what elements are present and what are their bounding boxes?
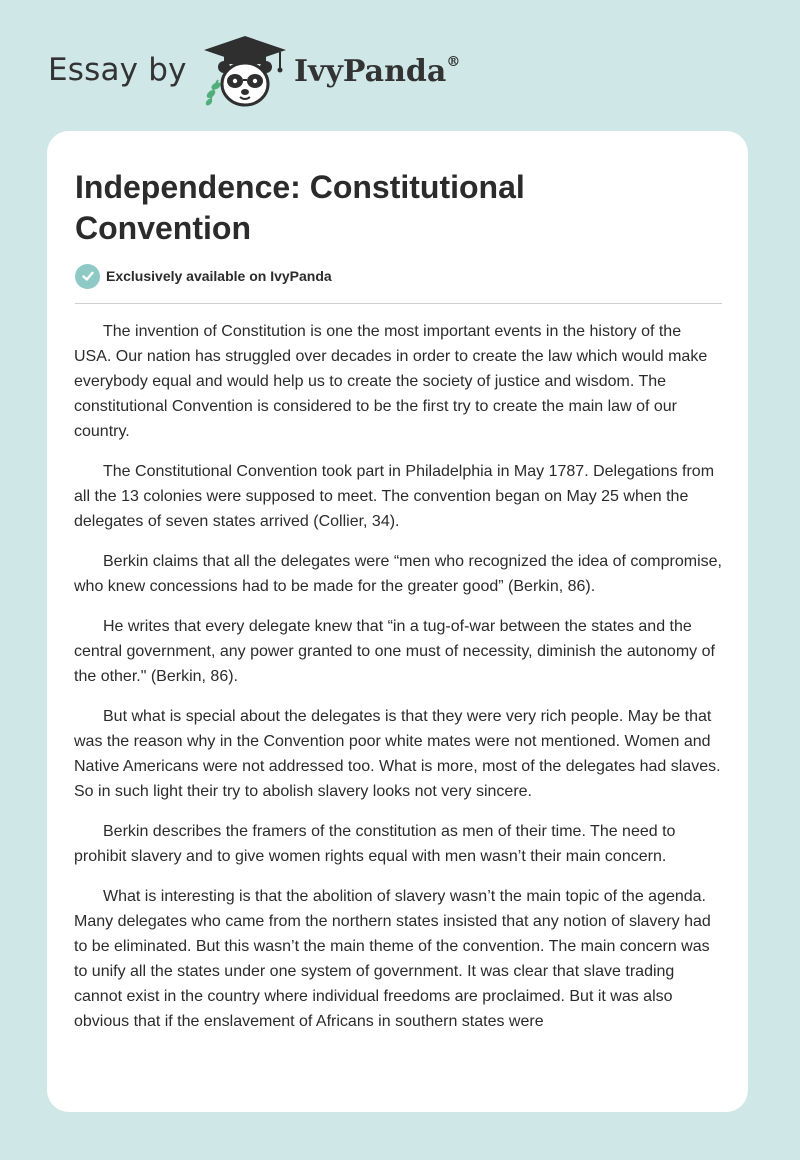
- essay-title: Independence: Constitutional Convention: [75, 169, 525, 246]
- paragraph: What is interesting is that the abolition of slavery wasn’t the main topic of the agenda. Many delegates who came from the northern states insisted that any notion of slavery had to be eliminated. But this wasn’t the main theme of the convention. The main concern was to unify all the states under one system of government. It was clear that slave trading cannot exist in the country where individual freedoms are proclaimed. But it was also obvious that if the enslavement of Africans in southern states were: [74, 888, 711, 1030]
- exclusive-badge: [75, 263, 332, 289]
- essay-body: [74, 319, 722, 1049]
- paragraph: Berkin claims that all the delegates were “men who recognized the idea of compromise, who knew concessions had to be made for the greater good” (Berkin, 86).: [74, 553, 722, 595]
- panda-graduate-icon[interactable]: [200, 34, 290, 110]
- exclusive-badge-label: Exclusively available on IvyPanda: [106, 268, 332, 284]
- essay-by-label: Essay by: [48, 52, 187, 88]
- registered-mark: ®: [446, 54, 461, 70]
- divider: [75, 303, 722, 304]
- paragraph: But what is special about the delegates is that they were very rich people. May be that was the reason why in the Convention poor white mates were not mentioned. Women and Native Americans were not addressed too. What is more, most of the delegates had slaves. So in such light their try to abolish slavery looks not very sincere.: [74, 708, 721, 800]
- paragraph: The Constitutional Convention took part in Philadelphia in May 1787. Delegations from all the 13 colonies were supposed to meet. The convention began on May 25 when the delegates of seven states arrived (Collier, 34).: [74, 463, 715, 530]
- check-circle-icon: [75, 264, 100, 289]
- brand-label: IvyPanda: [294, 54, 447, 89]
- paragraph: The invention of Constitution is one the most important events in the history of the USA. Our nation has struggled over decades in order to create the law which would make everybody equal and would help us to create the society of justice and wisdom. The constitutional Convention is considered to be the first try to create the main law of our country.: [74, 323, 708, 440]
- brand-name[interactable]: [294, 54, 460, 89]
- site-header: [48, 34, 548, 114]
- paragraph: He writes that every delegate knew that “in a tug-of-war between the states and the central government, any power granted to one must of necessity, diminish the autonomy of the other." (Berkin, 86).: [74, 618, 715, 685]
- paragraph: Berkin describes the framers of the constitution as men of their time. The need to prohibit slavery and to give women rights equal with men wasn’t their main concern.: [74, 823, 676, 865]
- essay-card: [47, 131, 748, 1112]
